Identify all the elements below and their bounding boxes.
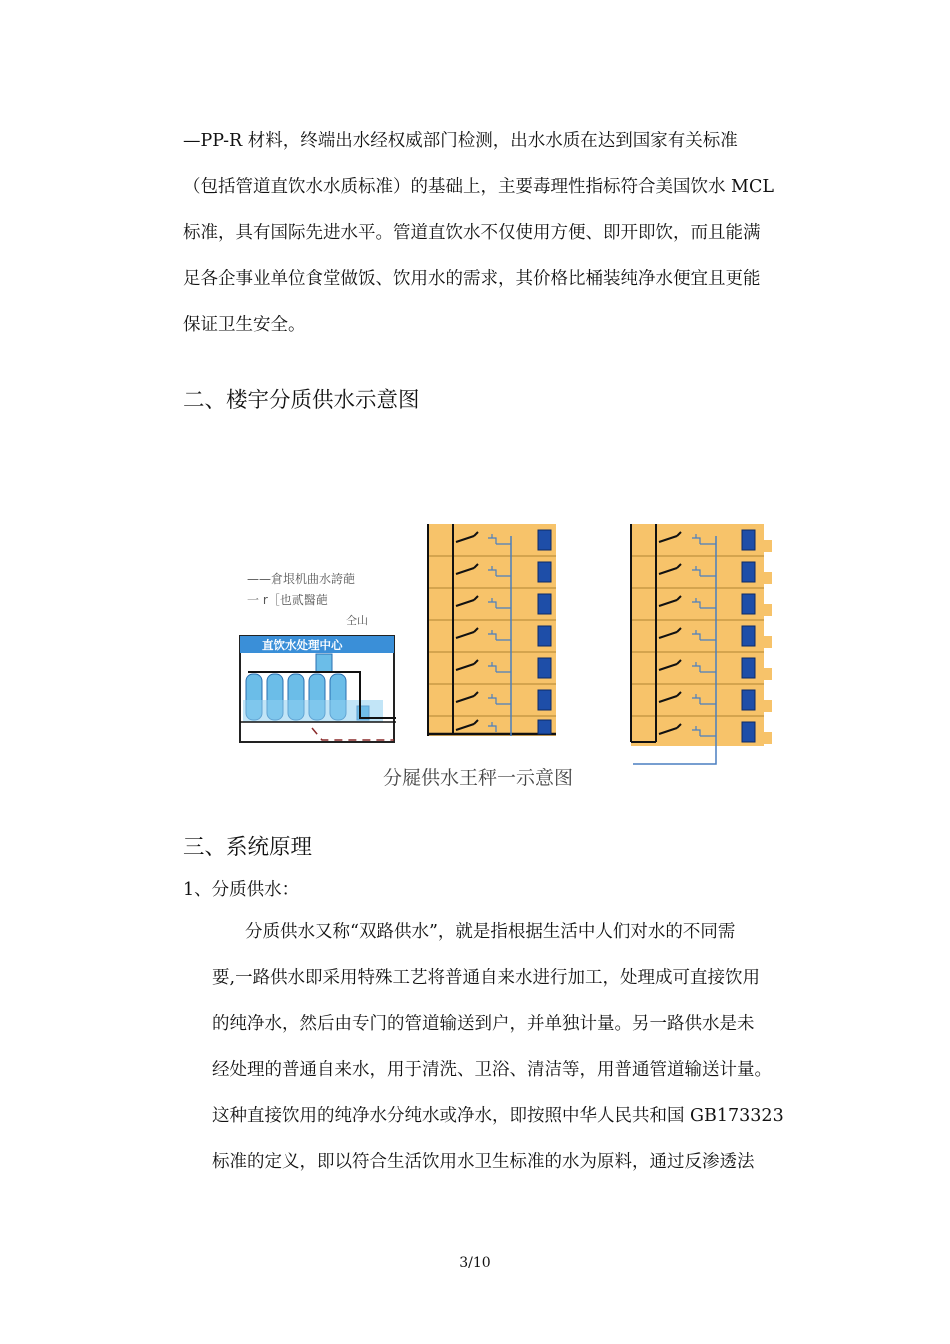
page-number: 3/10 — [459, 1255, 491, 1271]
text-line: 保证卫生安全。 — [183, 315, 306, 335]
section-2-heading: 二、楼宇分质供水示意图 — [183, 388, 420, 413]
building-2 — [631, 524, 772, 764]
diagram-legend-line-2: 一 r［也贰醫葩 — [247, 593, 328, 607]
text-line: 要,一路供水即采用特殊工艺将普通自来水进行加工，处理成可直接饮用 — [212, 968, 761, 988]
building-1 — [428, 524, 556, 736]
text-line: 的纯净水，然后由专门的管道输送到户，并单独计量。另一路供水是未 — [212, 1014, 755, 1034]
text-line: 标准的定义，即以符合生活饮用水卫生标准的水为原料，通过反渗透法 — [212, 1152, 755, 1172]
text-line: 分质供水又称“双路供水”，就是指根据生活中人们对水的不同需 — [210, 922, 736, 942]
text-line: 这种直接饮用的纯净水分纯水或净水，即按照中华人民共和国 GB173323 — [212, 1106, 784, 1126]
text-line: 标准，具有国际先进水平。管道直饮水不仅使用方便、即开即饮，而且能满 — [183, 223, 761, 243]
diagram-legend-line-1: ——倉垠机曲水誇葩 — [247, 572, 356, 586]
text-line: —PP-R 材料，终端出水经权威部门检测，出水水质在达到国家有关标准 — [183, 131, 738, 151]
text-line: （包括管道直饮水水质标准）的基础上，主要毒理性指标符合美国饮水 MCL — [183, 177, 774, 197]
window-icon — [742, 530, 755, 742]
text-line: 足各企事业单位食堂做饭、饮用水的需求，其价格比桶装纯净水便宜且更能 — [183, 269, 761, 289]
body-paragraph — [212, 909, 822, 1185]
diagram-legend-line-3: 仝山 — [346, 614, 368, 627]
subsection-1-heading: 1、分质供水： — [183, 880, 300, 900]
section-3-heading: 三、系统原理 — [183, 835, 313, 860]
treatment-center-label: 直饮水处理中心 — [262, 638, 343, 652]
figure-caption: 分屣供水王秤一示意图 — [383, 767, 574, 789]
text-line: 经处理的普通自来水，用于清洗、卫浴、清洁等，用普通管道输送计量。 — [212, 1060, 772, 1080]
